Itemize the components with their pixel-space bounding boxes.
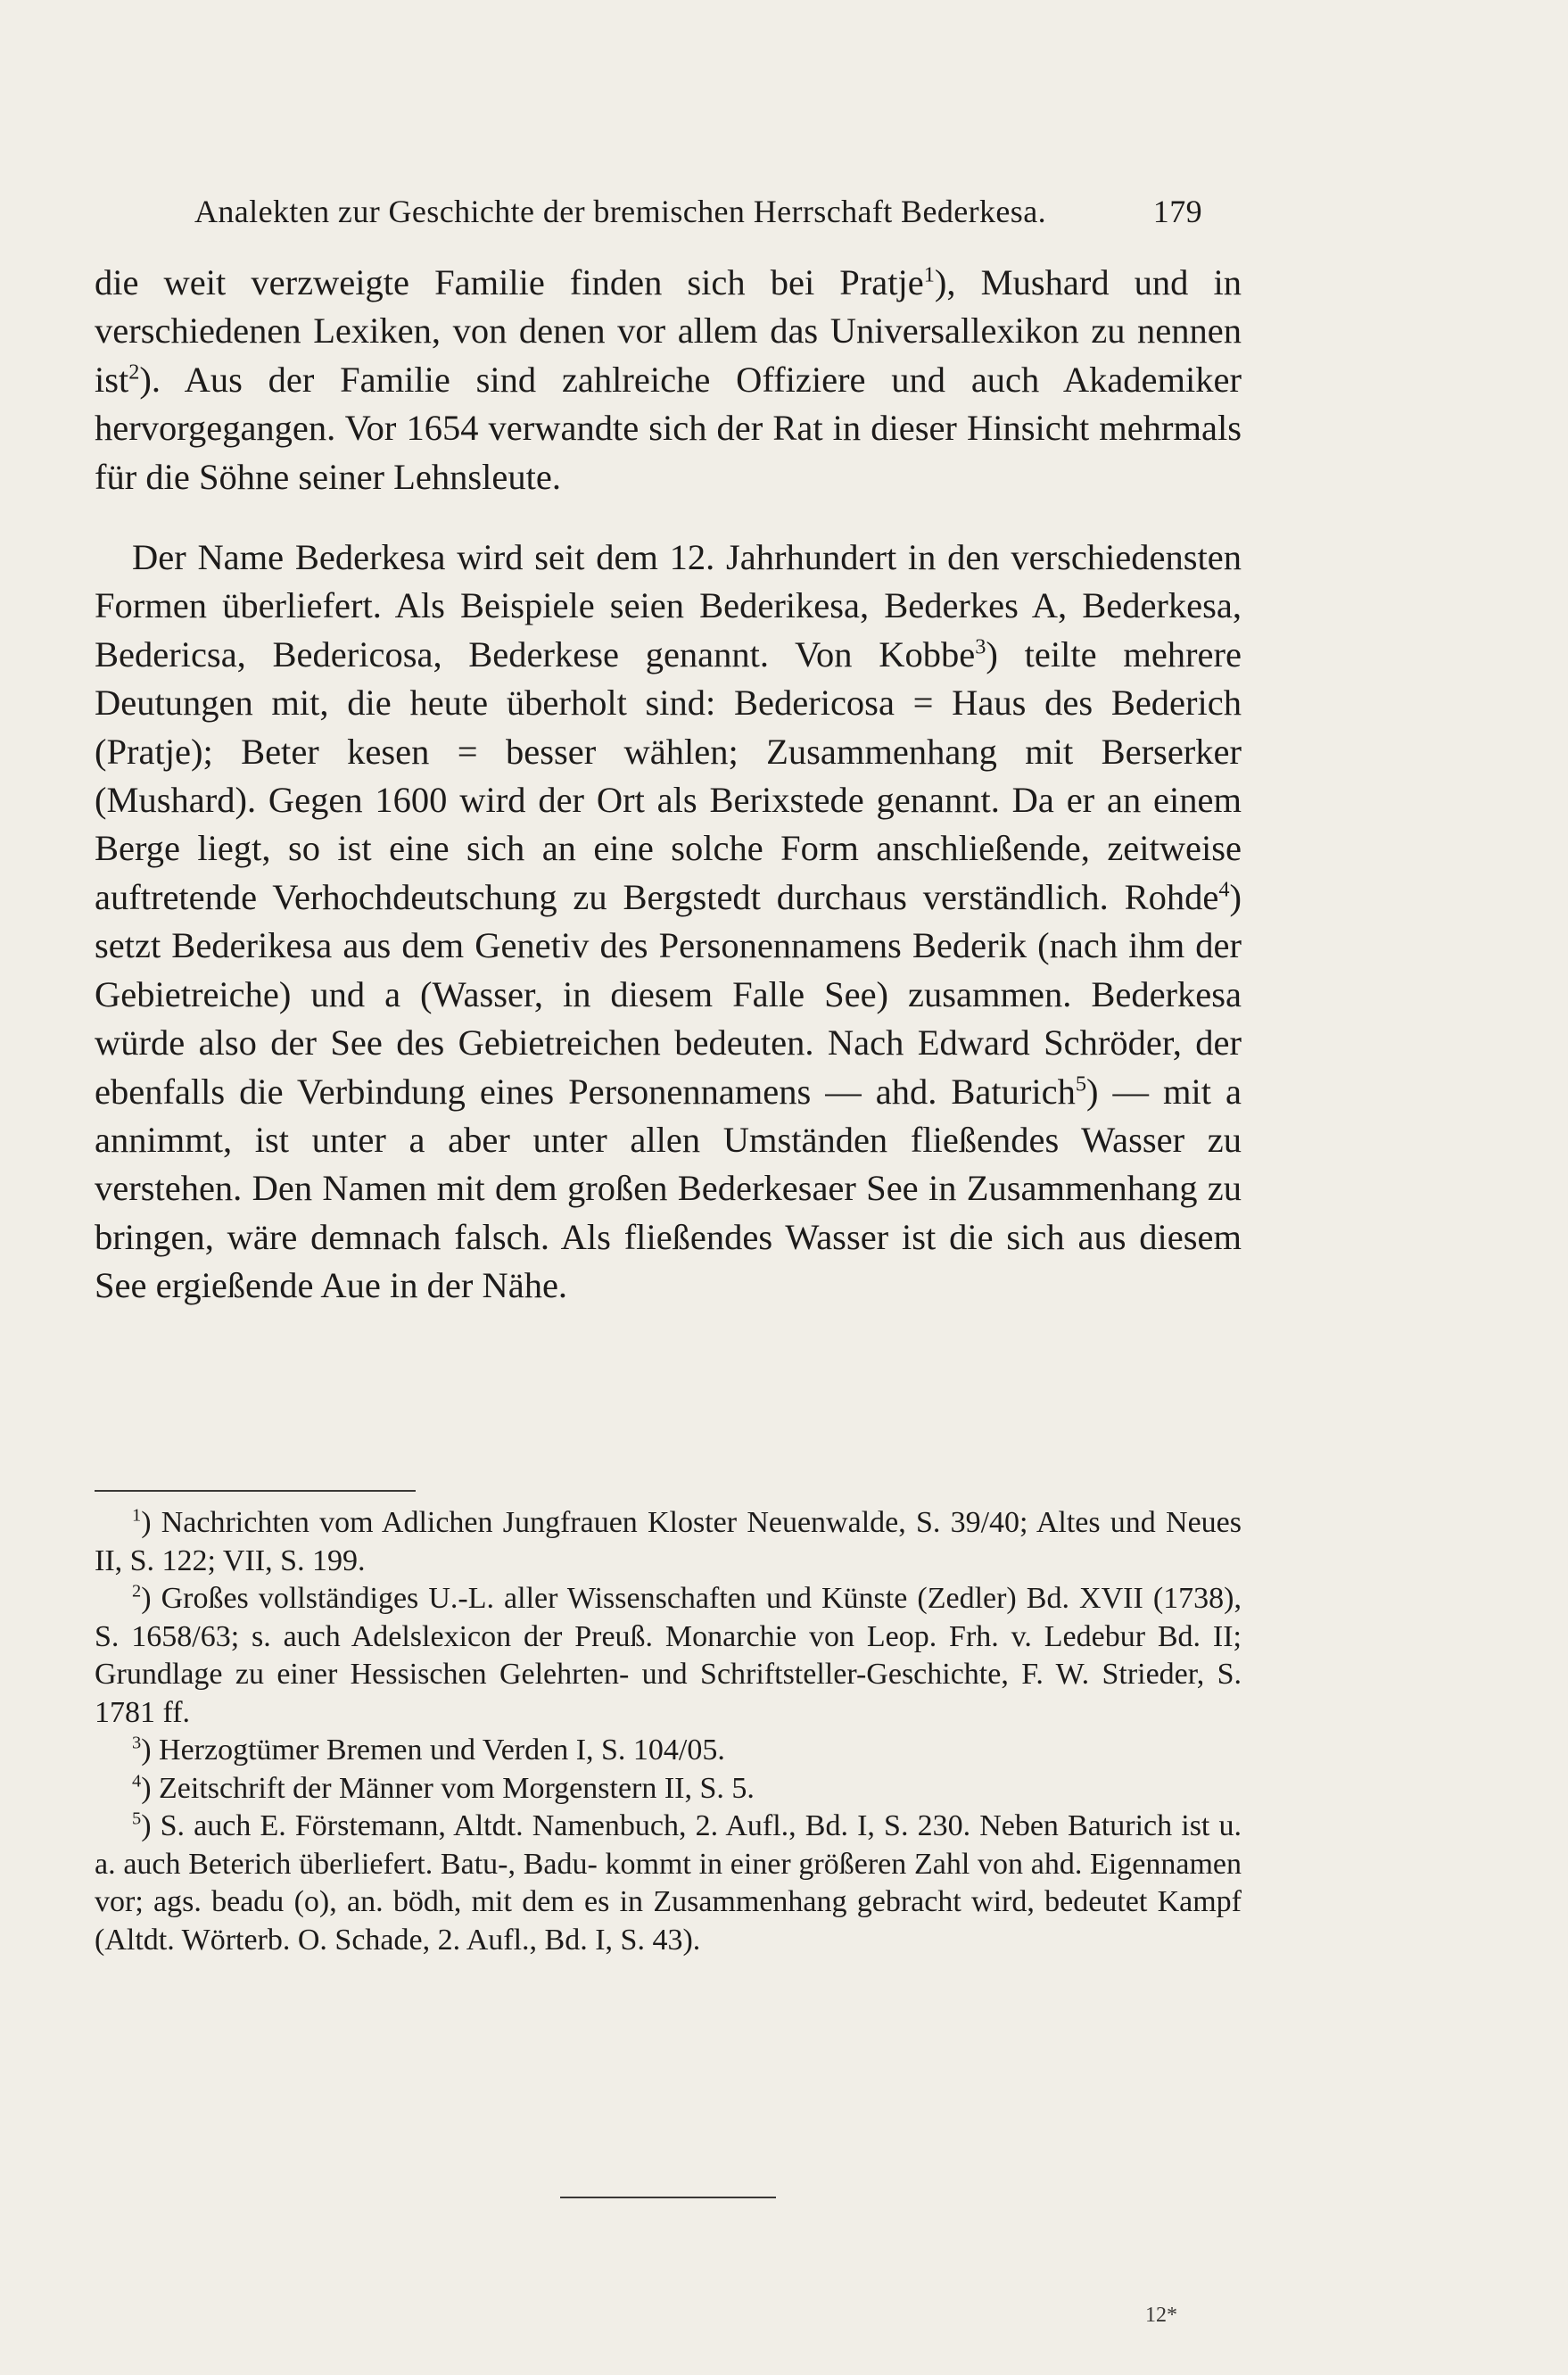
footnote-4 — [95, 1770, 1242, 1808]
footnote-ref: 1 — [923, 262, 935, 287]
footnote-2 — [95, 1580, 1242, 1732]
paragraph-family — [95, 259, 1242, 501]
main-text — [95, 259, 1242, 1311]
paragraph-name — [95, 534, 1242, 1311]
footnote-5 — [95, 1808, 1242, 1959]
footnote-ref: 5 — [1075, 1072, 1087, 1096]
text-run: die weit verzweigte Familie finden sich bei Pratje — [95, 262, 924, 302]
running-head — [194, 189, 1202, 234]
footnote-3 — [95, 1732, 1242, 1770]
footnote-mark: 1 — [132, 1505, 142, 1526]
running-head-title: Analekten zur Geschichte der bremischen Herrschaft Bederkesa. — [194, 194, 1046, 229]
footnote-ref: 3 — [975, 634, 986, 659]
footnote-mark: 3 — [132, 1733, 142, 1753]
footnote-text: ) S. auch E. Förstemann, Altdt. Namenbuch, 2. Aufl., Bd. I, S. 230. Neben Baturich ist u. a. auch Beterich überliefert. Batu-, Badu- kommt in einer größeren Zahl von ahd. Eigennamen vor; ags. beadu (o), an. bödh, mit dem es in Zusammenhang gebracht wird, bedeutet Kampf (Altdt. Wörterb. O. Schade, 2. Aufl., Bd. I, S. 43). — [95, 1809, 1242, 1957]
text-run: ). Aus der Familie sind zahlreiche Offiziere und auch Akademiker hervorgegangen. Vor 1654 verwandte sich der Rat in dieser Hinsicht mehrmals für die Söhne seiner Lehnsleute. — [95, 359, 1242, 497]
footnote-rule — [95, 1490, 416, 1492]
page-number: 179 — [1152, 194, 1202, 229]
footnote-mark: 5 — [132, 1808, 142, 1829]
footnote-mark: 2 — [132, 1581, 142, 1601]
footnote-mark: 4 — [132, 1771, 142, 1792]
sheet-signature: 12* — [1145, 2304, 1177, 2327]
footnote-text: ) Zeitschrift der Männer vom Morgenstern II, S. 5. — [141, 1771, 755, 1805]
footnote-text: ) Nachrichten vom Adlichen Jungfrauen Kloster Neuenwalde, S. 39/40; Altes und Neues II, S. 122; VII, S. 199. — [95, 1506, 1242, 1577]
footnote-ref: 4 — [1218, 877, 1230, 902]
text-run: ) — mit a annimmt, ist unter a aber unter allen Umständen fließendes Wasser zu verstehen. Den Namen mit dem großen Bederkesaer See in Zusammenhang zu bringen, wäre demnach falsch. Als fließendes Wasser ist die sich aus diesem See ergießende Aue in der Nähe. — [95, 1071, 1242, 1306]
footnote-ref: 2 — [128, 360, 140, 385]
text-run: Der Name Bederkesa wird seit dem 12. Jahrhundert in den verschiedensten Formen überliefert. Als Beispiele seien Bederikesa, Bederkes A, Bederkesa, Bedericsa, Bedericosa, Bederkese genannt. Von Kobbe — [95, 537, 1242, 674]
footnote-text: ) Großes vollständiges U.-L. aller Wissenschaften und Künste (Zedler) Bd. XVII (1738), S. 1658/63; s. auch Adelslexicon der Preuß. Monarchie von Leop. Frh. v. Ledebur Bd. II; Grundlage zu einer Hessischen Gelehrten- und Schriftsteller-Geschichte, F. W. Strieder, S. 1781 ff. — [95, 1582, 1242, 1729]
text-run: ), Mushard und in verschiedenen Lexiken, von denen vor allem das Universallexikon zu nennen ist — [95, 262, 1242, 400]
text-run: ) setzt Bederikesa aus dem Genetiv des Personennamens Bederik (nach ihm der Gebietreiche) und a (Wasser, in diesem Falle See) zusammen. Bederkesa würde also der See des Gebietreichen bedeuten. Nach Edward Schröder, der ebenfalls die Verbindung eines Personennamens — ahd. Baturich — [95, 876, 1242, 1112]
text-run: ) teilte mehrere Deutungen mit, die heute überholt sind: Bedericosa = Haus des Bederich (Pratje); Beter kesen = besser wählen; Zusammenhang mit Berserker (Mushard). Gegen 1600 wird der Ort als Berixstede genannt. Da er an einem Berge liegt, so ist eine sich an eine solche Form anschließende, zeitweise auftretende Verhochdeutschung zu Bergstedt durchaus verständlich. Rohde — [95, 633, 1242, 917]
end-rule — [560, 2197, 776, 2198]
footnote-1 — [95, 1504, 1242, 1580]
footnote-text: ) Herzogtümer Bremen und Verden I, S. 104/05. — [141, 1734, 725, 1767]
footnotes — [95, 1504, 1242, 1959]
